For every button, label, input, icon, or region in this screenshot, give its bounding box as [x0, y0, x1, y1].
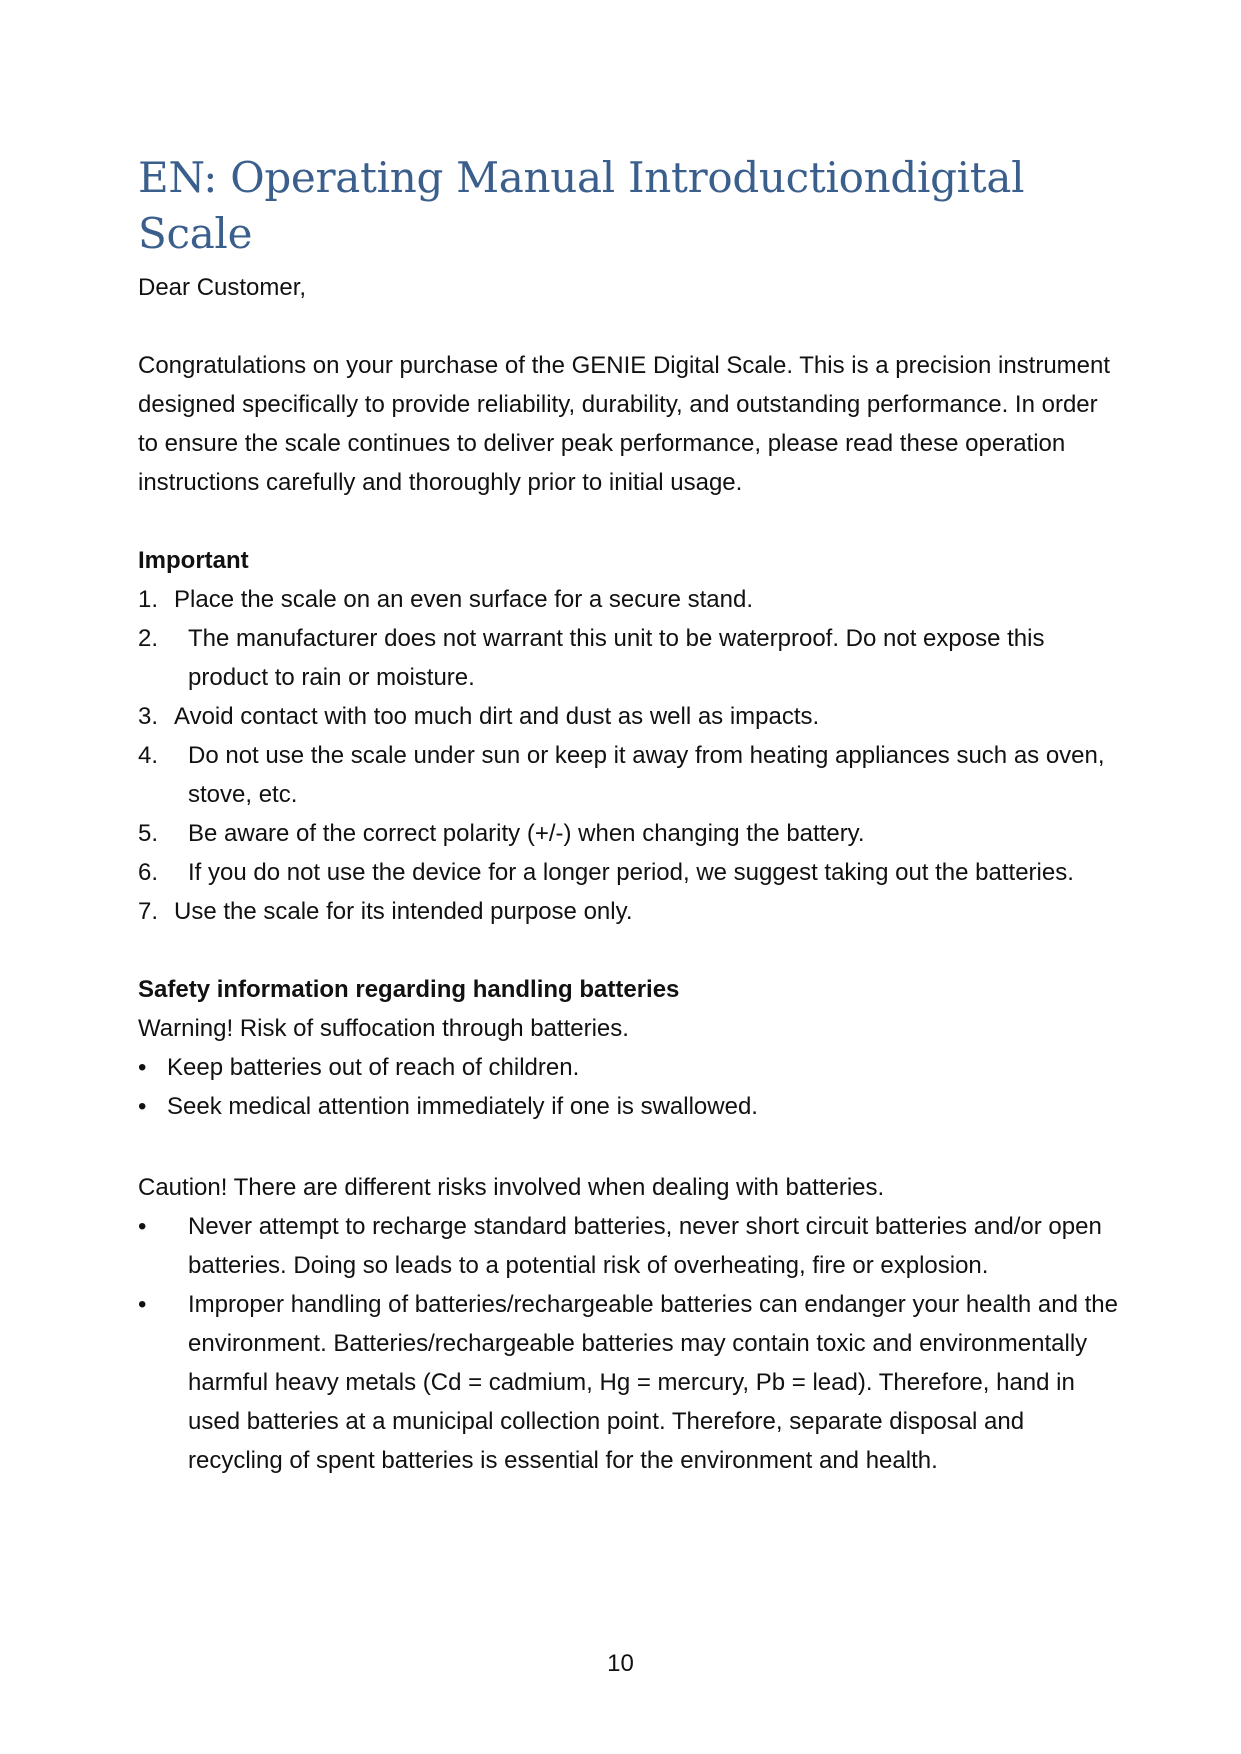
intro-paragraph: Congratulations on your purchase of the GENIE Digital Scale. This is a precision instrument designed specifically to provide reliability, durability, and outstanding performance. In order to ensure the scale continues to deliver peak performance, please read these operation instructions carefully and thoroughly prior to initial usage.	[138, 352, 1111, 496]
bullet-icon: •	[138, 1054, 147, 1081]
list-number: 2.	[138, 625, 159, 652]
page-number: 10	[607, 1650, 634, 1677]
list-number: 6.	[138, 859, 159, 886]
caution-list	[138, 1207, 1118, 1480]
list-item	[138, 892, 1118, 931]
warning-list	[138, 1048, 1118, 1126]
list-item-text: Use the scale for its intended purpose only.	[174, 898, 633, 925]
list-number: 1.	[138, 586, 159, 613]
list-item-text: Place the scale on an even surface for a secure stand.	[174, 586, 754, 613]
caution-text: Caution! There are different risks involved when dealing with batteries.	[138, 1174, 885, 1201]
list-item-text: Improper handling of batteries/rechargeable batteries can endanger your health and the environment. Batteries/rechargeable batteries may contain toxic and environmentally harmful heavy metals (Cd = cadmium, Hg = mercury, Pb = lead). Therefore, hand in used batteries at a municipal collection point. Therefore, separate disposal and recycling of spent batteries is essential for the environment and health.	[188, 1291, 1118, 1474]
important-heading: Important	[138, 547, 249, 574]
bullet-icon: •	[138, 1213, 147, 1240]
list-item	[138, 1207, 1118, 1285]
page-title: EN: Operating Manual Introductiondigital Scale	[138, 153, 1025, 258]
list-item-text: Seek medical attention immediately if one is swallowed.	[167, 1093, 758, 1120]
list-item	[138, 814, 1118, 853]
list-item	[138, 1048, 1118, 1087]
list-item	[138, 853, 1118, 892]
list-item-text: The manufacturer does not warrant this unit to be waterproof. Do not expose this product to rain or moisture.	[188, 625, 1045, 691]
list-item-text: Be aware of the correct polarity (+/-) when changing the battery.	[188, 820, 865, 847]
list-item-text: Keep batteries out of reach of children.	[167, 1054, 580, 1081]
bullet-icon: •	[138, 1291, 147, 1318]
list-number: 3.	[138, 703, 159, 730]
list-item	[138, 619, 1118, 697]
list-item-text: Never attempt to recharge standard batteries, never short circuit batteries and/or open batteries. Doing so leads to a potential risk of overheating, fire or explosion.	[188, 1213, 1102, 1279]
list-item	[138, 736, 1118, 814]
list-number: 4.	[138, 742, 159, 769]
page-content	[138, 150, 1118, 1480]
list-item-text: If you do not use the device for a longer period, we suggest taking out the batteries.	[188, 859, 1074, 886]
important-list	[138, 580, 1118, 931]
list-item	[138, 1285, 1118, 1480]
list-item	[138, 1087, 1118, 1126]
list-number: 5.	[138, 820, 159, 847]
safety-heading: Safety information regarding handling batteries	[138, 976, 680, 1003]
bullet-icon: •	[138, 1093, 147, 1120]
list-item	[138, 580, 1118, 619]
list-item	[138, 697, 1118, 736]
greeting: Dear Customer,	[138, 274, 307, 301]
list-number: 7.	[138, 898, 159, 925]
list-item-text: Do not use the scale under sun or keep it away from heating appliances such as oven, stove, etc.	[188, 742, 1105, 808]
warning-text: Warning! Risk of suffocation through batteries.	[138, 1015, 629, 1042]
list-item-text: Avoid contact with too much dirt and dust as well as impacts.	[174, 703, 820, 730]
